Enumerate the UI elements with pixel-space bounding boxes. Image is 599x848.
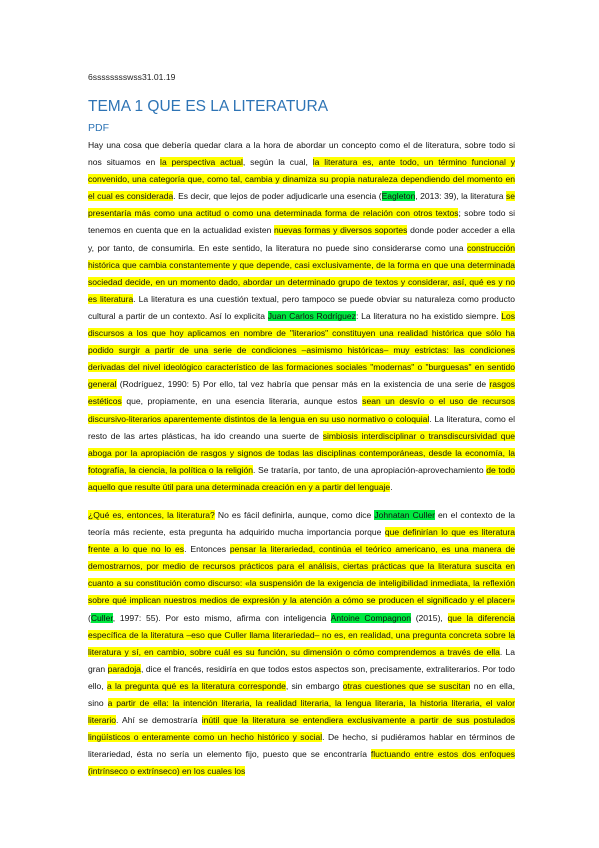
text-run: . Ahí se demostraría: [116, 715, 202, 726]
text-run: , 1997: 55). Por esto mismo, afirma con inteligencia: [112, 612, 331, 623]
highlighted-text: paradoja: [107, 663, 141, 674]
document-body: [88, 137, 515, 791]
text-run: Hay una cosa que debería quedar clara a la hora de abordar un concepto como el de literatura, sobre todo si nos situamos en: [88, 140, 515, 168]
highlighted-name: Culler: [90, 612, 113, 623]
highlighted-text: construcción histórica que cambia constantemente y que depende, casi exclusivamente, de la forma en que una determinada sociedad decide, en un momento dado, abordar un determinado grupo de textos y considerar, así, qué es y no es literatura: [88, 242, 515, 304]
highlighted-text: de todo aquello que resulte útil para una determinada creación en y a partir del lenguaje: [88, 464, 515, 492]
text-run: , sin embargo: [285, 680, 343, 691]
highlighted-text: se presentaría más como una actitud o como una determinada forma de relación con otros textos: [88, 191, 515, 219]
highlighted-text: nuevas formas y diversos soportes: [274, 225, 408, 236]
text-run: . Entonces: [184, 544, 230, 555]
highlighted-text: que la diferencia específica de la literatura –eso que Culler llama literariedad– no es, en realidad, una pregunta concreta sobre la literatura y sí, en cambio, sobre cuál es su función, su dimensión o cómo comprendemos a través de ella: [88, 612, 515, 657]
text-run: , dice el francés, residiría en que todos estos aspectos son, precisamente, extraliterarios. Por todo ello,: [88, 663, 515, 691]
paragraph-2: [88, 507, 515, 781]
text-run: . La gran: [88, 646, 515, 674]
page-title: TEMA 1 QUE ES LA LITERATURA: [88, 98, 329, 115]
highlighted-text: pensar la literariedad, continúa el teórico americano, es una manera de demostrarnos, por medio de recursos prácticos para el análisis, ciertas prácticas que la literatura suscita en cuanto a su constitución como discurso: «la suspensión de la exigencia de inteligibilidad inmediata, la reflexión sobre qué implican nuestros medios de expresión y la atención a cómo se producen el significado y el placer»: [88, 544, 515, 606]
text-run: : La literatura no ha existido siempre.: [355, 310, 502, 321]
text-run: ; sobre todo si tenemos en cuenta que en la actualidad existen: [88, 208, 516, 236]
highlighted-text: Los discursos a los que hoy aplicamos en nombre de "literarios" constituyen una realidad histórica que sólo ha podido surgir a partir de una serie de condiciones –asimismo históricas– muy estrictas: las condiciones derivadas del nivel ideológico característico de las formaciones sociales "modernas" o "burguesas" en sentido general: [88, 310, 515, 390]
highlighted-name: Antoine Compagnon: [330, 612, 411, 623]
text-run: . Se trataría, por tanto, de una apropiación-aprovechamiento: [253, 464, 487, 475]
highlighted-name: Juan Carlos Rodríguez: [267, 310, 356, 321]
text-run: (: [88, 612, 91, 623]
paragraph-1: [88, 137, 515, 496]
text-run: .: [390, 481, 393, 492]
document-date-line: 6sssssssswss31.01.19: [88, 72, 176, 82]
highlighted-text: inútil que la literatura se entendiera exclusivamente a partir de sus postulados lingüísticos o enteramente como un hecho histórico y social: [88, 715, 515, 743]
highlighted-text: ¿Qué es, entonces, la literatura?: [88, 509, 215, 520]
text-run: . Es decir, que lejos de poder adjudicarle una esencia (: [173, 191, 382, 202]
text-run: que, propiamente, en una esencia literaria, aunque estos: [121, 396, 363, 407]
highlighted-text: a partir de ella: la intención literaria, la realidad literaria, la lengua literaria, la historia literaria, el valor literario: [88, 698, 515, 726]
highlighted-text: simbiosis interdisciplinar o transdiscursividad que aboga por la apropiación de rasgos y signos de todas las disciplinas contemporáneas, desde la economía, la fotografía, la ciencia, la política o la religión: [88, 430, 515, 475]
highlighted-text: a la pregunta qué es la literatura corresponde: [106, 680, 286, 691]
page-subtitle: PDF: [88, 122, 109, 134]
text-run: , 2013: 39), la literatura: [415, 191, 506, 202]
text-run: No es fácil definirla, aunque, como dice: [214, 509, 375, 520]
text-run: . La literatura, como el resto de las artes plásticas, ha ido creando una suerte de: [88, 413, 515, 441]
highlighted-text: que definirían lo que es literatura frente a lo que no lo es: [88, 527, 515, 555]
text-run: en el contexto de la teoría más reciente, esta pregunta ha adquirido mucha importancia porque: [88, 509, 515, 538]
text-run: . La literatura es una cuestión textual, pero tampoco se puede obviar su naturaleza como producto cultural a partir de un contexto. Así lo explicita: [88, 293, 516, 321]
text-run: no en ella, sino: [88, 680, 515, 708]
highlighted-text: sean un desvío o el uso de recursos discursivo-literarios aparentemente distintos de la lengua en su uso normativo o coloquial: [88, 396, 516, 424]
highlighted-text: la perspectiva actual: [160, 157, 243, 168]
highlighted-text: otras cuestiones que se suscitan: [342, 680, 471, 691]
highlighted-name: Eagleton: [381, 191, 416, 202]
text-run: (Rodríguez, 1990: 5) Por ello, tal vez habría que pensar más en la existencia de una serie de: [116, 379, 490, 390]
highlighted-text: fluctuando entre estos dos enfoques (intrínseco o extrínseco) en los cuales los: [88, 749, 515, 777]
text-run: donde poder acceder a ella y, por tanto, de consumirla. En este sentido, la literatura no puede sino considerarse como una: [88, 225, 516, 253]
text-run: , según la cual,: [242, 157, 313, 168]
text-run: . De hecho, si pudiéramos hablar en términos de literariedad, ésta no sería un elemento fijo, puesto que se encontraría: [88, 732, 515, 760]
text-run: (2015),: [410, 612, 448, 623]
highlighted-text: rasgos estéticos: [88, 379, 515, 407]
highlighted-name: Johnatan Culler: [374, 509, 435, 520]
highlighted-text: la literatura es, ante todo, un término funcional y convenido, una categoría que, como tal, cambia y dinamiza su propia naturaleza dependiendo del momento en el cual es considerada: [88, 157, 515, 202]
